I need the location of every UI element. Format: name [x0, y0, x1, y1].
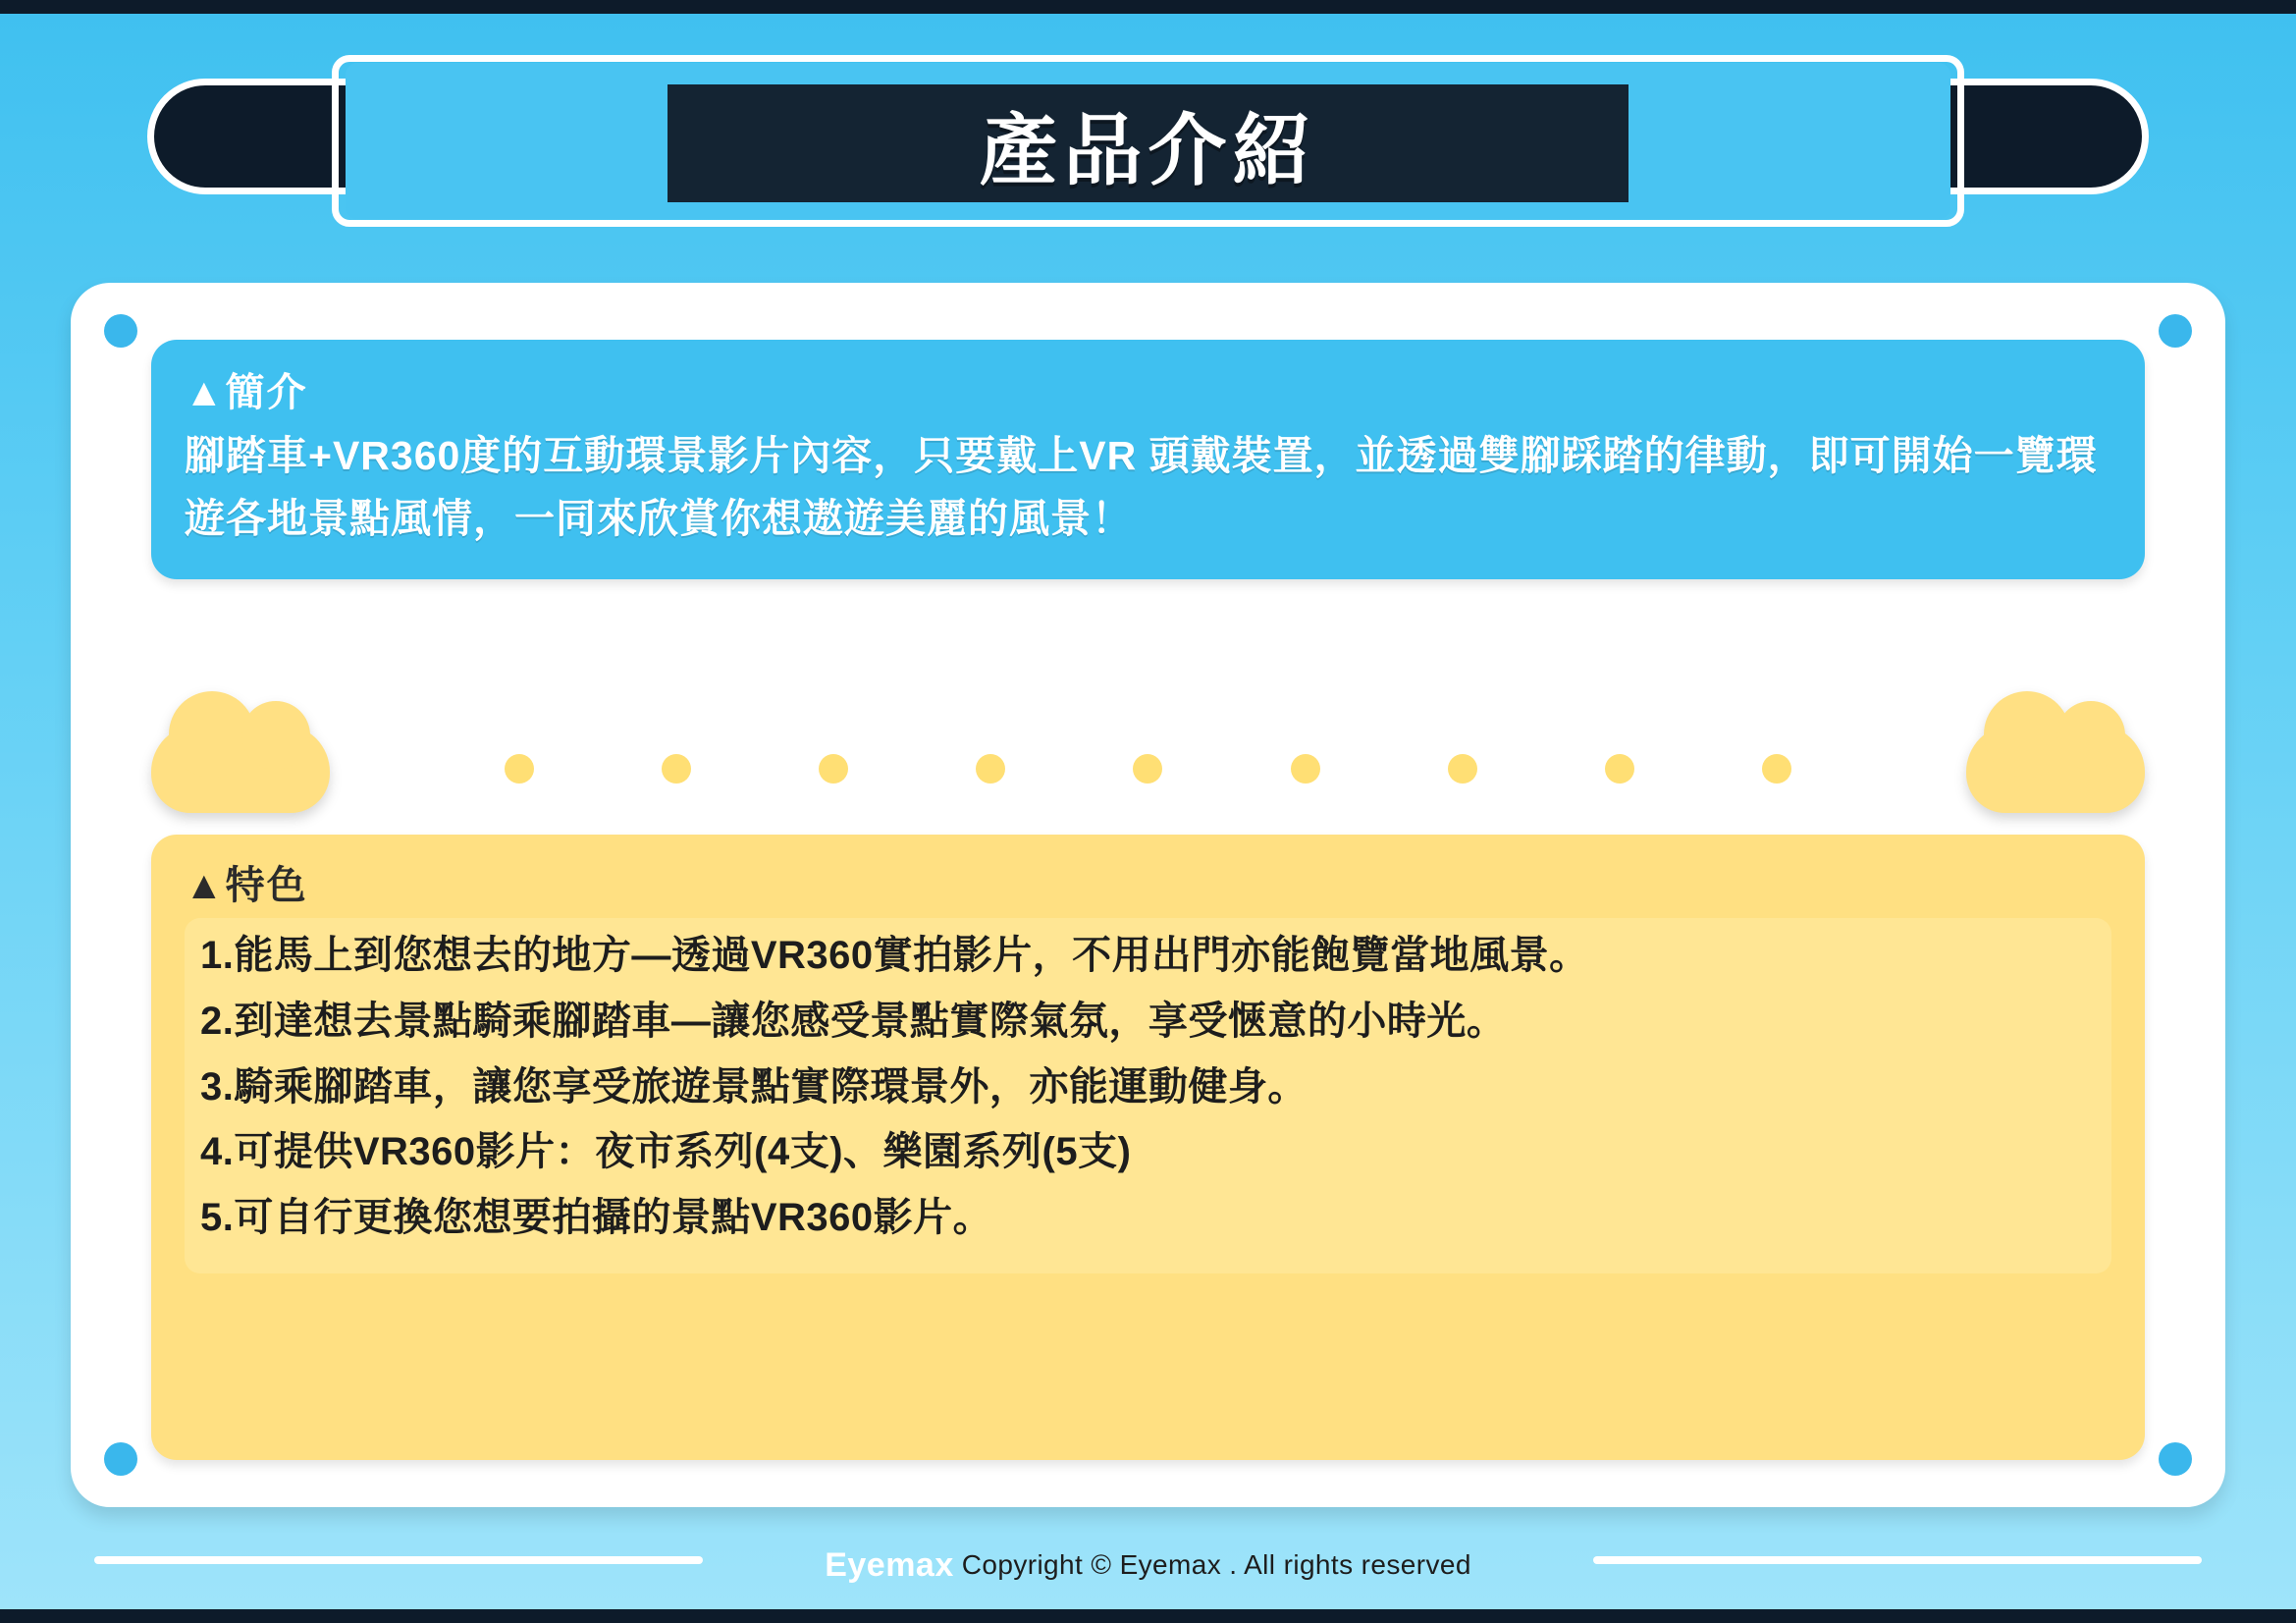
- list-item: 1.能馬上到您想去的地方—透過VR360實拍影片，不用出門亦能飽覽當地風景。: [200, 934, 1589, 977]
- page-title: 產品介紹: [979, 106, 1317, 194]
- features-list: [185, 918, 2111, 1273]
- top-edge-bar: [0, 0, 2296, 14]
- intro-section-label: ▲簡介: [185, 371, 308, 414]
- screw-icon: [2159, 1442, 2192, 1476]
- intro-section-text: 腳踏車+VR360度的互動環景影片內容，只要戴上VR 頭戴裝置，並透過雙腳踩踏的律動，即可開始一覽環遊各地景點風情，一同來欣賞你想遨遊美麗的風景！: [185, 433, 2098, 541]
- content-card: [71, 283, 2225, 1507]
- dot-icon: [976, 754, 1005, 784]
- features-section-label: ▲特色: [185, 864, 308, 907]
- dot-icon: [819, 754, 848, 784]
- bottom-edge-bar: [0, 1609, 2296, 1623]
- footer-rule-left: [94, 1556, 703, 1564]
- cloud-icon: [1966, 725, 2145, 813]
- screw-icon: [104, 1442, 137, 1476]
- list-item: 4.可提供VR360影片：夜市系列(4支)、樂園系列(5支): [200, 1130, 1132, 1174]
- dot-icon: [1133, 754, 1162, 784]
- page-header: [0, 18, 2296, 243]
- page-footer: [0, 1521, 2296, 1609]
- screw-icon: [2159, 314, 2192, 348]
- footer-copyright: Copyright © Eyemax . All rights reserved: [961, 1549, 1471, 1580]
- decorative-divider: [151, 705, 2145, 833]
- dot-icon: [1291, 754, 1320, 784]
- cloud-icon: [151, 725, 330, 813]
- dot-icon: [1762, 754, 1791, 784]
- footer-rule-right: [1593, 1556, 2202, 1564]
- dot-icon: [1605, 754, 1634, 784]
- dot-icon: [505, 754, 534, 784]
- list-item: 2.到達想去景點騎乘腳踏車—讓您感受景點實際氣氛，享受愜意的小時光。: [200, 999, 1507, 1043]
- footer-brand: Eyemax: [825, 1545, 954, 1584]
- screw-icon: [104, 314, 137, 348]
- dot-icon: [1448, 754, 1477, 784]
- intro-section: [151, 340, 2145, 579]
- dot-icon: [662, 754, 691, 784]
- list-item: 5.可自行更換您想要拍攝的景點VR360影片。: [200, 1196, 993, 1240]
- list-item: 3.騎乘腳踏車，讓您享受旅遊景點實際環景外，亦能運動健身。: [200, 1064, 1308, 1109]
- dot-row: [330, 754, 1966, 784]
- header-title-plate: [667, 84, 1629, 202]
- features-section: [151, 835, 2145, 1460]
